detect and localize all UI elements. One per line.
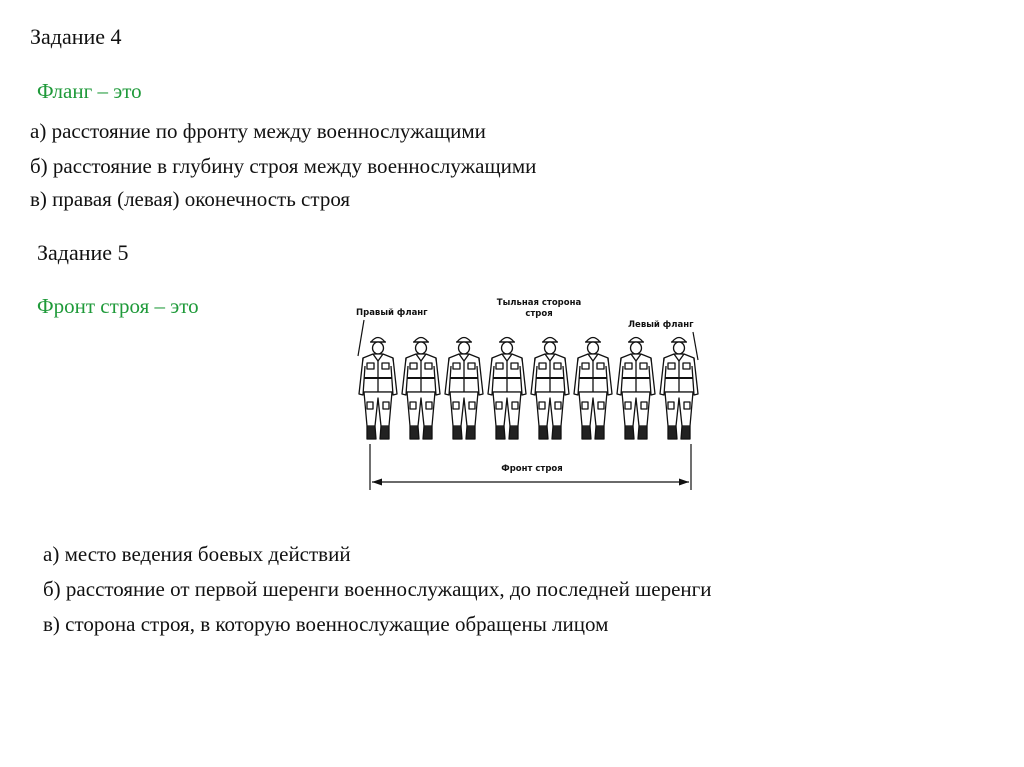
task5-option-a[interactable]: а) место ведения боевых действий <box>43 542 351 566</box>
soldier-figure <box>574 338 612 440</box>
soldiers-row <box>359 338 698 440</box>
task5-title: Задание 5 <box>37 240 129 265</box>
soldier-figure <box>488 338 526 440</box>
soldier-figure <box>617 338 655 440</box>
soldier-figure <box>531 338 569 440</box>
soldier-figure <box>402 338 440 440</box>
task4-option-b[interactable]: б) расстояние в глубину строя между военнослужащими <box>30 154 537 178</box>
soldier-figure <box>660 338 698 440</box>
task5-question: Фронт строя – это <box>37 294 199 318</box>
task5-option-c[interactable]: в) сторона строя, в которую военнослужащие обращены лицом <box>43 612 609 636</box>
soldier-figure <box>445 338 483 440</box>
soldier-figure <box>359 338 397 440</box>
formation-diagram <box>346 294 716 494</box>
left-flank-label: Левый фланг <box>628 320 694 330</box>
rear-side-label-line2: строя <box>525 309 553 319</box>
task4-option-c[interactable]: в) правая (левая) оконечность строя <box>30 187 351 211</box>
rear-side-label-line1: Тыльная сторона <box>496 298 582 308</box>
right-flank-label: Правый фланг <box>356 308 428 318</box>
task4-option-a[interactable]: а) расстояние по фронту между военнослужащими <box>30 119 486 143</box>
task4-title: Задание 4 <box>30 24 122 49</box>
front-label: Фронт строя <box>501 464 563 474</box>
task5-option-b[interactable]: б) расстояние от первой шеренги военнослужащих, до последней шеренги <box>43 577 712 601</box>
task4-question: Фланг – это <box>37 79 142 103</box>
